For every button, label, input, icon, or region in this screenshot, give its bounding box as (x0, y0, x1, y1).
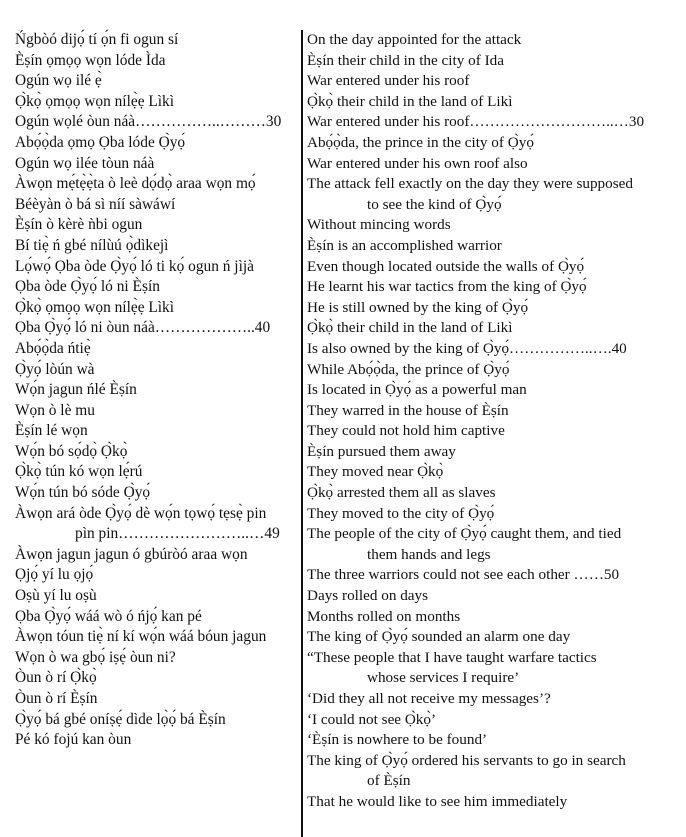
translation-line: ‘I could not see Ọ̀kọ̀’ (307, 710, 437, 728)
poem-line: Òun ò rí Èṣín (15, 690, 98, 707)
translation-line-continuation: them hands and legs (367, 545, 491, 563)
translation-line: Abọ́ọ̀da, the prince in the city of Ọ̀yọ́ (307, 133, 534, 151)
translation-line: They moved near Ọ̀kọ̀ (307, 463, 444, 481)
translation-line: Days rolled on days (307, 587, 429, 605)
poem-line: Ọ̀yọ́ bá gbé oníṣẹ́ dìde lọ̀ọ́ bá Èṣín (15, 710, 226, 728)
translation-line: That he would like to see him immediately (307, 792, 568, 810)
poem-line: Ọ̀yọ́ lòún wà (15, 360, 95, 378)
poem-line: Ogún wọ ilé ẹ̀ (15, 72, 102, 90)
poem-line: Ọ̀kọ̀ ọmọọ wọn nílẹ̀ẹ Lìkì (15, 298, 175, 316)
poem-line: Ọ̀kọ̀ tún kó wọn lẹ́rú (15, 463, 143, 481)
poem-line: Ọjọ́ yí lu ọjọ́ (15, 566, 94, 584)
poem-line: Òun ò rí Ọ̀kọ̀ (15, 669, 97, 687)
translation-line: The attack fell exactly on the day they were supposed (307, 175, 633, 193)
translation-line: Months rolled on months (307, 607, 461, 625)
poem-line: Ọba Ọ̀yọ́ wáá wò ó ńjọ́ kan pé (15, 607, 202, 625)
translation-line: ‘Èṣín is nowhere to be found’ (307, 731, 488, 749)
poem-line: Bí tiẹ̀ ń gbé nílùú ọ̀dìkejì (15, 236, 169, 254)
translation-line: Èṣín pursued them away (307, 442, 456, 460)
poem-line: Ọ̀kọ̀ ọmọọ wọn nílẹ̀ẹ Lìkì (15, 92, 175, 110)
yoruba-column (15, 30, 297, 751)
translation-line: They could not hold him captive (307, 422, 505, 440)
poem-line: Ọba Ọ̀yọ́ ló ni òun náà………………..40 (15, 319, 271, 337)
poem-line: Wọ́n jagun ńlé Èṣín (15, 381, 137, 399)
translation-line: They warred in the house of Èṣín (307, 401, 509, 419)
english-column (307, 30, 679, 813)
translation-line: War entered under his own roof also (307, 154, 528, 172)
translation-line: Ọ̀kọ̀ their child in the land of Likì (307, 92, 513, 110)
translation-line: “These people that I have taught warfare tactics (307, 648, 597, 666)
translation-line: Is located in Ọ̀yọ́ as a powerful man (307, 381, 527, 399)
translation-line: Even though located outside the walls of Ọ̀yọ́ (307, 257, 585, 275)
poem-line: Oṣù yí lu oṣù (15, 587, 97, 605)
translation-line: Ọ̀kọ̀ arrested them all as slaves (307, 484, 496, 502)
translation-line-continuation: of Èṣín (367, 772, 411, 790)
translation-line-continuation: whose services I require’ (367, 669, 520, 687)
poem-line: Pé kó fojú kan òun (15, 731, 132, 749)
translation-line: While Abọ́ọ̀da, the prince of Ọ̀yọ́ (307, 360, 510, 378)
poem-line: Ọba òde Ọ̀yọ́ ló ni Èṣín (15, 278, 160, 296)
poem-line: Àwọn jagun jagun ó gbúròó araa wọn (15, 545, 248, 563)
translation-line: Èṣín is an accomplished warrior (307, 236, 502, 254)
translation-line-continuation: to see the kind of Ọ̀yọ́ (367, 195, 502, 213)
column-divider (301, 30, 303, 837)
translation-line: The king of Ọ̀yọ́ sounded an alarm one day (307, 628, 571, 646)
translation-line: On the day appointed for the attack (307, 31, 522, 48)
translation-line: They moved to the city of Ọ̀yọ́ (307, 504, 495, 522)
poem-line: Ogún wọ ilée tòun náà (15, 154, 155, 172)
poem-line: Àwọn mẹ́tẹ̀ẹ̀ta ò leè dọ́dọ̀ araa wọn mọ́ (15, 175, 256, 193)
poem-line: Ogún wọlé òun náà……………..………30 (15, 113, 282, 131)
poem-line: Èṣín ọmọọ wọn lóde Ìda (15, 51, 166, 69)
translation-line: Is also owned by the king of Ọ̀yọ́……………..….40 (307, 339, 627, 357)
translation-line: He learnt his war tactics from the king of Ọ̀yọ́ (307, 278, 587, 296)
poem-line: Èṣín lé wọn (15, 422, 88, 440)
translation-line: He is still owned by the king of Ọ̀yọ́ (307, 298, 529, 316)
poem-line: Wọ́n tún bó sóde Ọ̀yọ́ (15, 484, 151, 502)
translation-line: Ọ̀kọ̀ their child in the land of Likì (307, 319, 513, 337)
translation-line: War entered under his roof (307, 72, 470, 90)
translation-line: Èṣín their child in the city of Ida (307, 51, 504, 69)
poem-line: Àwọn ará òde Ọ̀yọ́ dè wọ́n tọwọ́ tẹsẹ̀ pin (15, 504, 267, 522)
poem-line: Ńgbòó dijọ́ tí ọ́n fi ogun sí (15, 31, 179, 48)
poem-line: Wọ́n bó sọ́dọ̀ Ọ̀kọ̀ (15, 442, 128, 460)
translation-line: The people of the city of Ọ̀yọ́ caught them, and tied (307, 525, 622, 543)
poem-line-continuation: pìn pin……………………..…49 (75, 525, 280, 543)
poem-line: Wọn ò lè mu (15, 401, 95, 419)
translation-line: War entered under his roof………………………..…30 (307, 113, 645, 131)
poem-line: Wọn ò wa gbọ́ iṣẹ́ òun ni? (15, 648, 176, 666)
poem-line: Abọ́ọ̀da ńtiẹ̀ (15, 339, 91, 357)
poem-line: Béèyàn ò bá sì níí sàwáwí (15, 195, 176, 213)
translation-line: ‘Did they all not receive my messages’? (307, 690, 551, 707)
poem-line: Àwọn tóun tiẹ̀ ní kí wọ́n wáá bóun jagun (15, 628, 267, 646)
poem-line: Èṣín ò kèrè ǹbi ogun (15, 216, 143, 234)
translation-line: The king of Ọ̀yọ́ ordered his servants to go in search (307, 751, 626, 769)
poem-line: Lọ́wọ́ Ọba òde Ọ̀yọ́ ló ti kọ́ ogun ń jìjà (15, 257, 254, 275)
translation-line: Without mincing words (307, 216, 451, 234)
translation-line: The three warriors could not see each other ……50 (307, 566, 620, 584)
poem-line: Abọ́ọ̀da ọmọ Ọba lóde Ọ̀yọ́ (15, 133, 186, 151)
